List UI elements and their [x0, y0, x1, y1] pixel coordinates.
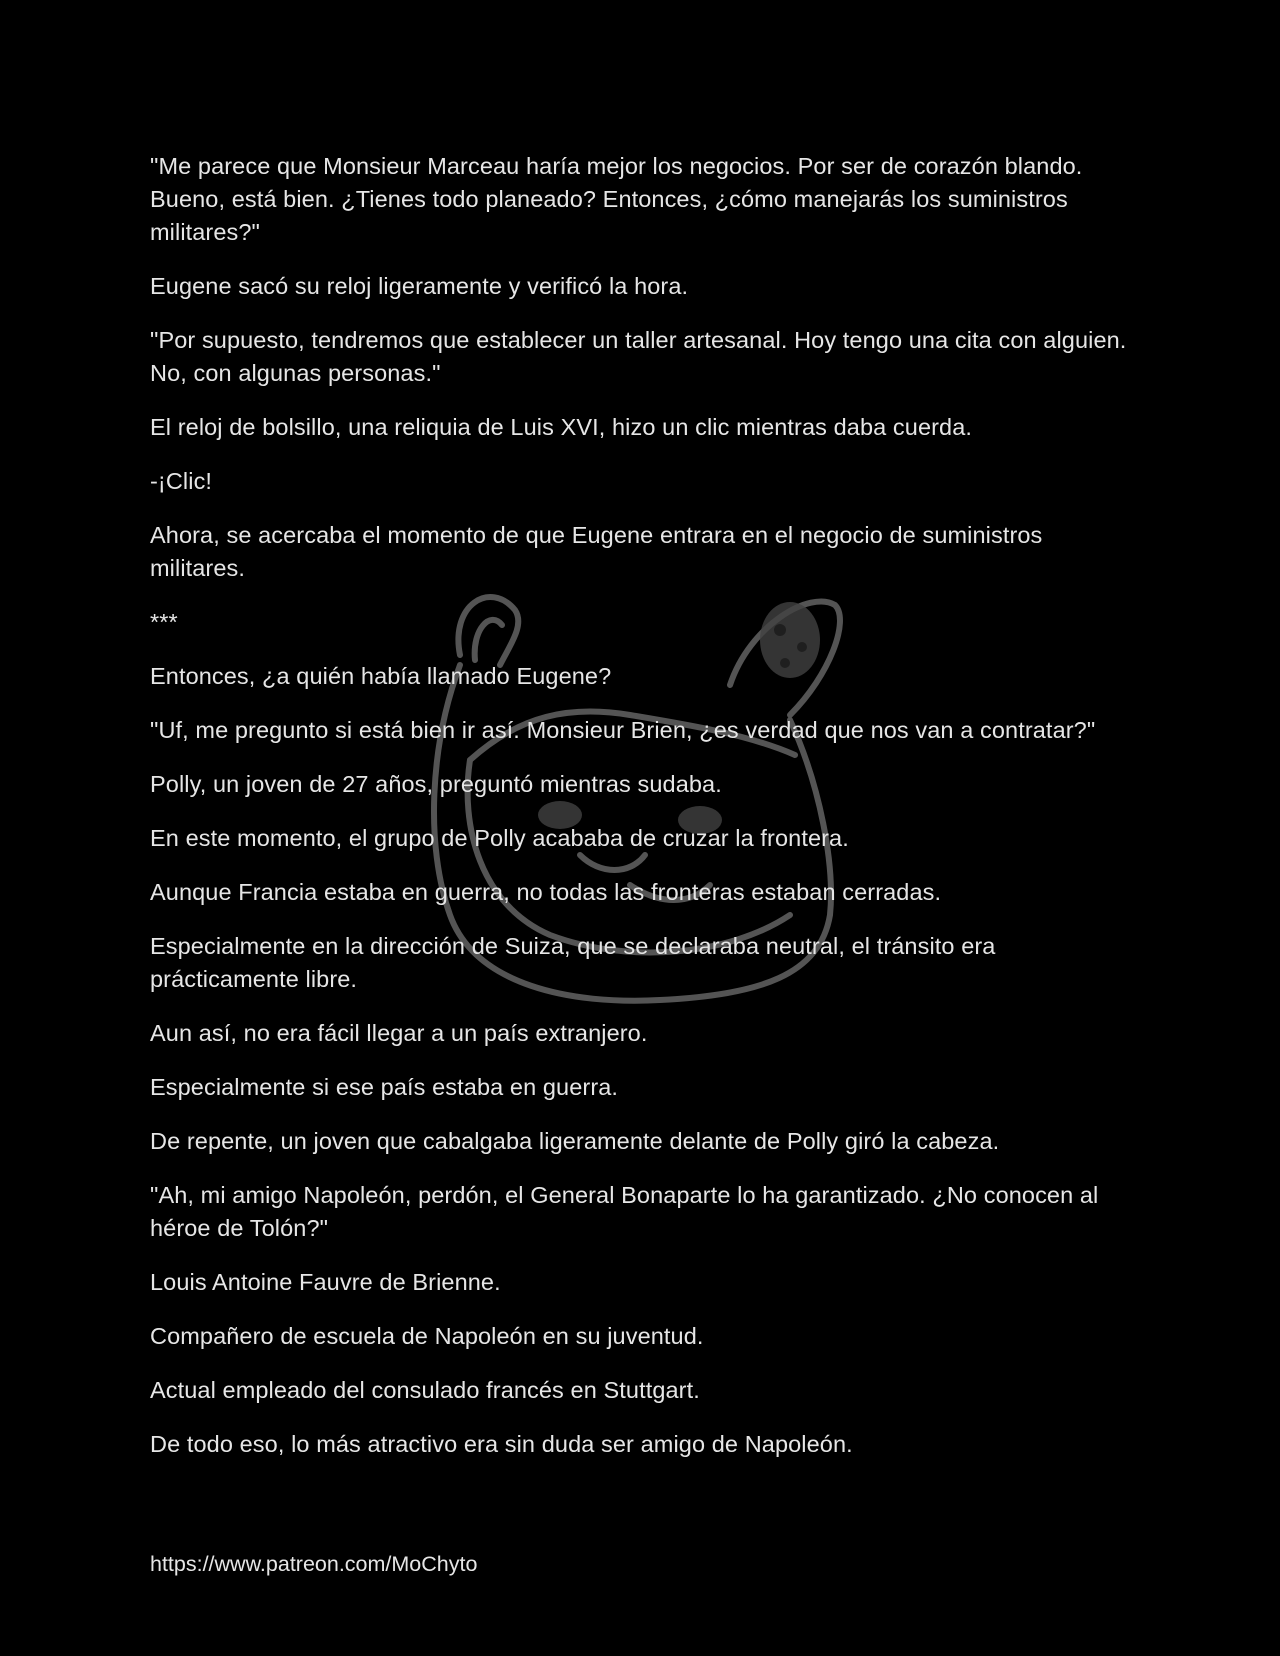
- paragraph: De todo eso, lo más atractivo era sin duda ser amigo de Napoleón.: [150, 1431, 853, 1457]
- paragraph: "Ah, mi amigo Napoleón, perdón, el General Bonaparte lo ha garantizado. ¿No conocen al héroe de Tolón?": [150, 1182, 1099, 1241]
- paragraph: Actual empleado del consulado francés en Stuttgart.: [150, 1377, 700, 1403]
- paragraph: Aun así, no era fácil llegar a un país extranjero.: [150, 1020, 648, 1046]
- chapter-text: [150, 150, 1140, 1482]
- paragraph: Compañero de escuela de Napoleón en su juventud.: [150, 1323, 704, 1349]
- paragraph: "Me parece que Monsieur Marceau haría mejor los negocios. Por ser de corazón blando. Bueno, está bien. ¿Tienes todo planeado? Entonces, ¿cómo manejarás los suministros militares?": [150, 153, 1083, 245]
- scene-break: ***: [150, 609, 178, 635]
- paragraph: Louis Antoine Fauvre de Brienne.: [150, 1269, 501, 1295]
- paragraph: "Uf, me pregunto si está bien ir así. Monsieur Brien, ¿es verdad que nos van a contratar?": [150, 717, 1096, 743]
- paragraph: Especialmente en la dirección de Suiza, que se declaraba neutral, el tránsito era prácticamente libre.: [150, 933, 996, 992]
- paragraph: "Por supuesto, tendremos que establecer un taller artesanal. Hoy tengo una cita con alguien. No, con algunas personas.": [150, 327, 1127, 386]
- paragraph: Aunque Francia estaba en guerra, no todas las fronteras estaban cerradas.: [150, 879, 942, 905]
- paragraph: Polly, un joven de 27 años, preguntó mientras sudaba.: [150, 771, 722, 797]
- paragraph: El reloj de bolsillo, una reliquia de Luis XVI, hizo un clic mientras daba cuerda.: [150, 414, 973, 440]
- paragraph: Ahora, se acercaba el momento de que Eugene entrara en el negocio de suministros militares.: [150, 522, 1043, 581]
- paragraph: Especialmente si ese país estaba en guerra.: [150, 1074, 619, 1100]
- patreon-link[interactable]: https://www.patreon.com/MoChyto: [150, 1552, 478, 1576]
- paragraph: De repente, un joven que cabalgaba ligeramente delante de Polly giró la cabeza.: [150, 1128, 1000, 1154]
- paragraph: Eugene sacó su reloj ligeramente y verificó la hora.: [150, 273, 689, 299]
- paragraph: En este momento, el grupo de Polly acababa de cruzar la frontera.: [150, 825, 849, 851]
- paragraph: -¡Clic!: [150, 468, 213, 494]
- paragraph: Entonces, ¿a quién había llamado Eugene?: [150, 663, 612, 689]
